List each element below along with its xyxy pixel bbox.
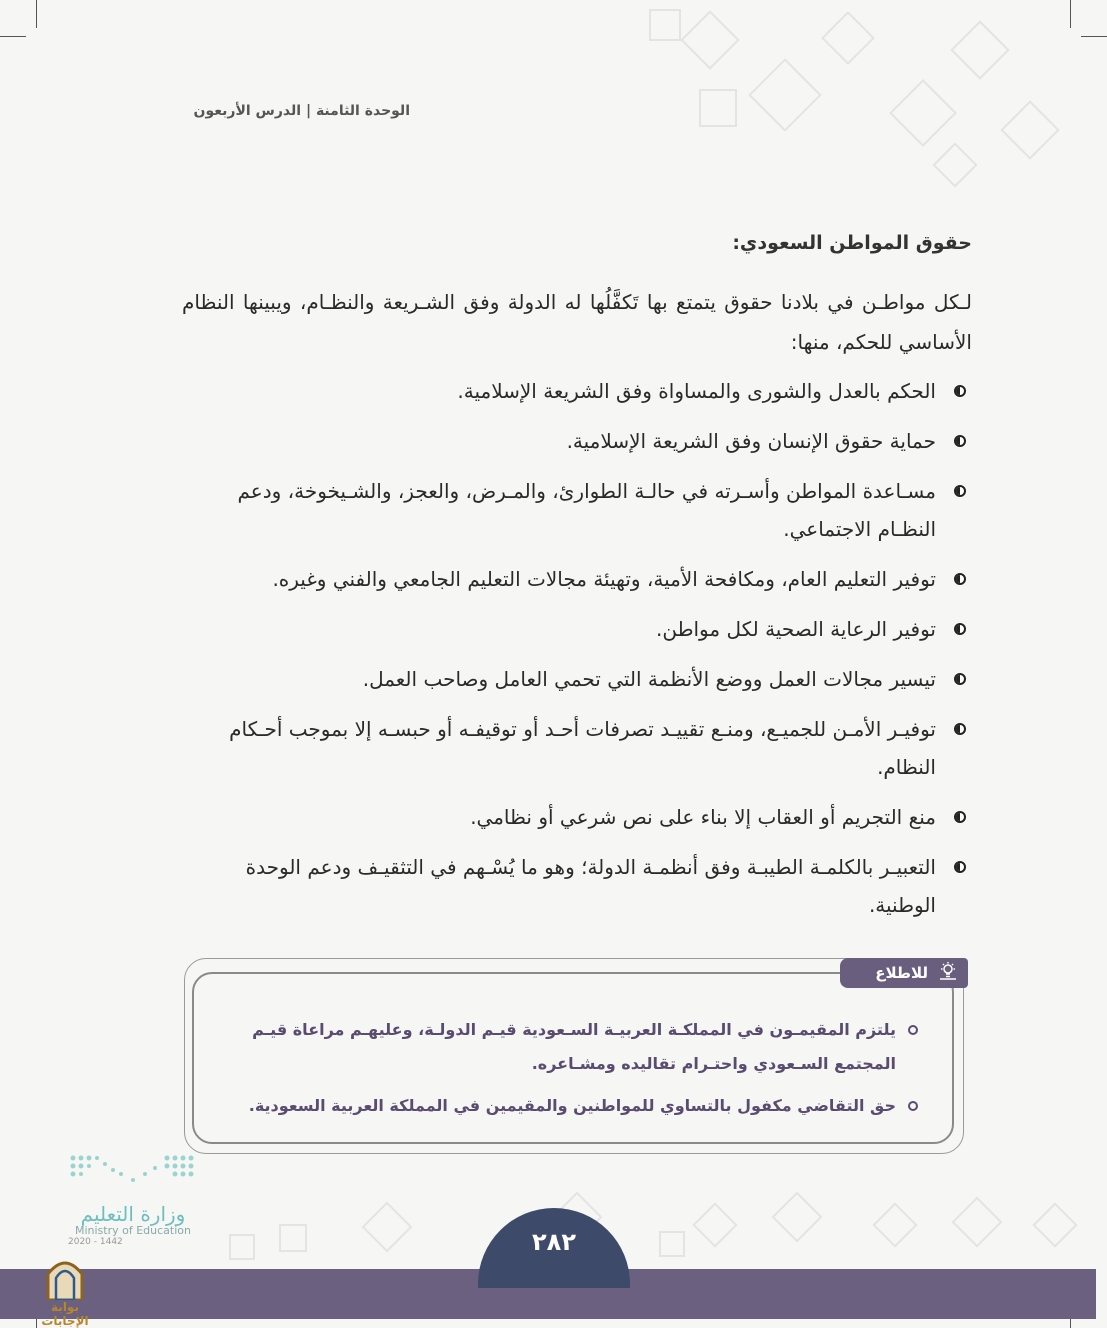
bullet-icon <box>954 485 966 497</box>
list-item: حماية حقوق الإنسان وفق الشريعة الإسلامية. <box>182 422 972 460</box>
bullet-icon <box>908 1101 918 1111</box>
note-box <box>184 958 972 1154</box>
list-item: يلتزم المقيمـون في المملكـة العربيـة السـعودية قيـم الدولـة، وعليهـم مراعاة قيـم المجتمع السـعودي واحتـرام تقاليده ومشـاعره. <box>234 1013 922 1081</box>
list-item: توفير الرعاية الصحية لكل مواطن. <box>182 610 972 648</box>
watermark-text: بوابة الإجابات <box>41 1300 89 1328</box>
intro-paragraph: لـكل مواطـن في بلادنا حقوق يتمتع بها تَكفَّلُها له الدولة وفق الشـريعة والنظـام، ويبينها النظام الأساسي للحكم، منها: <box>182 290 972 354</box>
list-item: توفيـر الأمـن للجميـع، ومنـع تقييـد تصرفات أحـد أو توقيفـه أو حبسـه إلا بموجب أحـكام النظام. <box>182 710 972 786</box>
bullet-icon <box>954 385 966 397</box>
page-number-text: ٢٨٢ <box>532 1228 576 1256</box>
bullet-icon <box>908 1025 918 1035</box>
watermark-logo <box>30 1256 100 1328</box>
bullet-icon <box>954 435 966 447</box>
main-content <box>182 228 972 936</box>
list-item: حق التقاضي مكفول بالتساوي للمواطنين والمقيمين في المملكة العربية السعودية. <box>234 1089 922 1123</box>
list-item: منع التجريم أو العقاب إلا بناء على نص شرعي أو نظامي. <box>182 798 972 836</box>
bullet-icon <box>954 723 966 735</box>
note-label-tag <box>840 958 968 988</box>
list-item: توفير التعليم العام، ومكافحة الأمية، وتهيئة مجالات التعليم الجامعي والفني وغيره. <box>182 560 972 598</box>
bullet-icon <box>954 623 966 635</box>
list-item: الحكم بالعدل والشورى والمساواة وفق الشريعة الإسلامية. <box>182 372 972 410</box>
ministry-logo <box>58 1150 208 1247</box>
bullet-icon <box>954 861 966 873</box>
bullet-icon <box>954 811 966 823</box>
note-list <box>234 1013 922 1131</box>
ministry-name-en: Ministry of Education <box>74 1224 191 1237</box>
running-head: الوحدة الثامنة | الدرس الأربعون <box>193 103 410 119</box>
list-item: مسـاعدة المواطن وأسـرته في حالـة الطوارئ، والمـرض، والعجز، والشـيخوخة، ودعم النظـام الاجتماعي. <box>182 472 972 548</box>
ministry-year: 2020 - 1442 <box>68 1237 123 1247</box>
list-item: التعبيـر بالكلمـة الطيبـة وفق أنظمـة الدولة؛ وهو ما يُسْـهم في التثقيـف ودعم الوحدة الوطنية. <box>182 848 972 924</box>
lightbulb-icon <box>938 961 958 985</box>
note-label: للاطلاع <box>875 964 928 982</box>
ministry-dots-icon <box>63 1150 203 1190</box>
mosque-icon <box>42 1256 88 1300</box>
list-item: تيسير مجالات العمل ووضع الأنظمة التي تحمي العامل وصاحب العمل. <box>182 660 972 698</box>
ministry-name-ar: وزارة التعليم <box>80 1202 186 1226</box>
section-title: حقوق المواطن السعودي: <box>732 232 972 254</box>
rights-list <box>182 372 972 924</box>
bullet-icon <box>954 573 966 585</box>
bullet-icon <box>954 673 966 685</box>
